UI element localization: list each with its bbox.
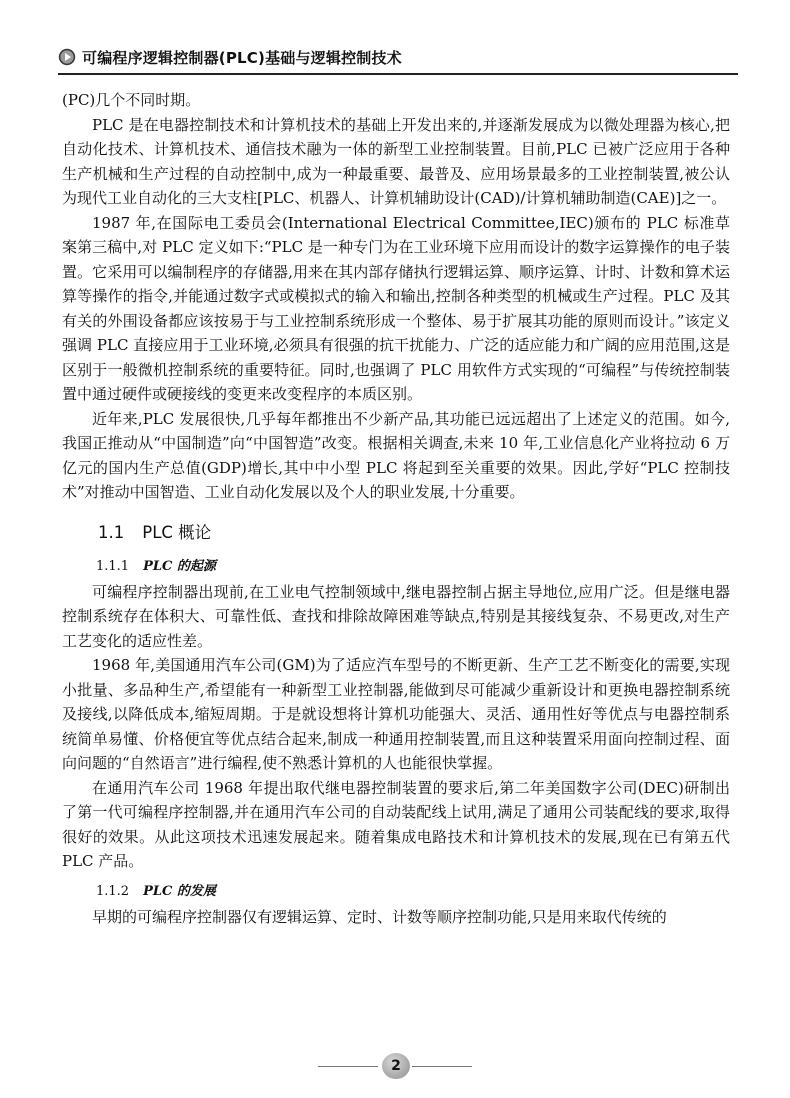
paragraph: 近年来,PLC 发展很快,几乎每年都推出不少新产品,其功能已远远超出了上述定义的范围。如今,我国正推动从“中国制造”向“中国智造”改变。根据相关调查,未来 10 年,工业信息化产业将拉动 6 万亿元的国内生产总值(GDP)增长,其中中小型 PLC 将起到至关重要的效果。因此,学好“PLC 控制技术”对推动中国智造、工业自动化发展以及个人的职业发展,十分重要。 — [62, 409, 730, 501]
subsection-number: 1.1.2 — [96, 883, 130, 899]
paragraph: PLC 是在电器控制技术和计算机技术的基础上开发出来的,并逐渐发展成为以微处理器为核心,把自动化技术、计算机技术、通信技术融为一体的新型工业控制装置。目前,PLC 已被广泛应用于各种生产机械和生产过程的自动控制中,成为一种最重要、最普及、应用场景最多的工业控制装置,被公认为现代工业自动化的三大支柱[PLC、机器人、计算机辅助设计(CAD)/计算机辅助制造(CAE)]之一。 — [62, 115, 730, 207]
paragraph: 可编程序控制器出现前,在工业电气控制领域中,继电器控制占据主导地位,应用广泛。但是继电器控制系统存在体积大、可靠性低、查找和排除故障困难等缺点,特别是其接线复杂、不易更改,对生产工艺变化的适应性差。 — [62, 582, 730, 650]
page-body — [62, 88, 730, 929]
footer-rule-right — [412, 1066, 472, 1067]
play-circle-icon — [58, 48, 76, 66]
page-number: 2 — [382, 1053, 410, 1079]
paragraph: 在通用汽车公司 1968 年提出取代继电器控制装置的要求后,第二年美国数字公司(DEC)研制出了第一代可编程序控制器,并在通用汽车公司的自动装配线上试用,满足了通用公司装配线的要求,取得很好的效果。从此这项技术迅速发展起来。随着集成电路技术和计算机技术的发展,现在已有第五代 PLC 产品。 — [62, 778, 730, 870]
footer-rule-left — [318, 1066, 378, 1067]
paragraph: 1987 年,在国际电工委员会(International Electrical Committee,IEC)颁布的 PLC 标准草案第三稿中,对 PLC 定义如下:“PLC 是一种专门为在工业环境下应用而设计的数字运算操作的电子装置。它采用可以编制程序的存储器,用来在其内部存储执行逻辑运算、顺序运算、计时、计数和算术运算等操作的指令,并能通过数字式或模拟式的输入和输出,控制各种类型的机械或生产过程。PLC 及其有关的外围设备都应该按易于与工业控制系统形成一个整体、易于扩展其功能的原则而设计。”该定义强调 PLC 直接应用于工业环境,必须具有很强的抗干扰能力、广泛的适应能力和广阔的应用范围,这是区别于一般微机控制系统的重要特征。同时,也强调了 PLC 用软件方式实现的“可编程”与传统控制装置中通过硬件或硬接线的变更来改变程序的本质区别。 — [62, 213, 730, 403]
header-divider — [58, 73, 738, 75]
paragraph: (PC)几个不同时期。 — [62, 91, 201, 109]
subsection-heading-1-1-2 — [96, 880, 730, 899]
book-title: 可编程序逻辑控制器(PLC)基础与逻辑控制技术 — [82, 49, 402, 67]
subsection-heading-1-1-1 — [96, 555, 730, 574]
paragraph: 1968 年,美国通用汽车公司(GM)为了适应汽车型号的不断更新、生产工艺不断变化的需要,实现小批量、多品种生产,希望能有一种新型工业控制器,能做到尽可能减少重新设计和更换电器控制系统及接线,以降低成本,缩短周期。于是就设想将计算机功能强大、灵活、通用性好等优点与电器控制系统简单易懂、价格便宜等优点结合起来,制成一种通用控制装置,而且这种装置采用面向控制过程、面向问题的“自然语言”进行编程,使不熟悉计算机的人也能很快掌握。 — [62, 656, 730, 772]
paragraph: 早期的可编程序控制器仅有逻辑运算、定时、计数等顺序控制功能,只是用来取代传统的 — [92, 907, 667, 926]
section-number: 1.1 — [98, 522, 125, 542]
page-footer — [0, 1051, 790, 1081]
subsection-title: PLC 的起源 — [143, 558, 216, 574]
running-header — [58, 42, 738, 76]
section-heading-1-1 — [98, 519, 730, 543]
section-title: PLC 概论 — [142, 522, 212, 542]
subsection-title: PLC 的发展 — [143, 883, 216, 899]
subsection-number: 1.1.1 — [96, 558, 130, 574]
